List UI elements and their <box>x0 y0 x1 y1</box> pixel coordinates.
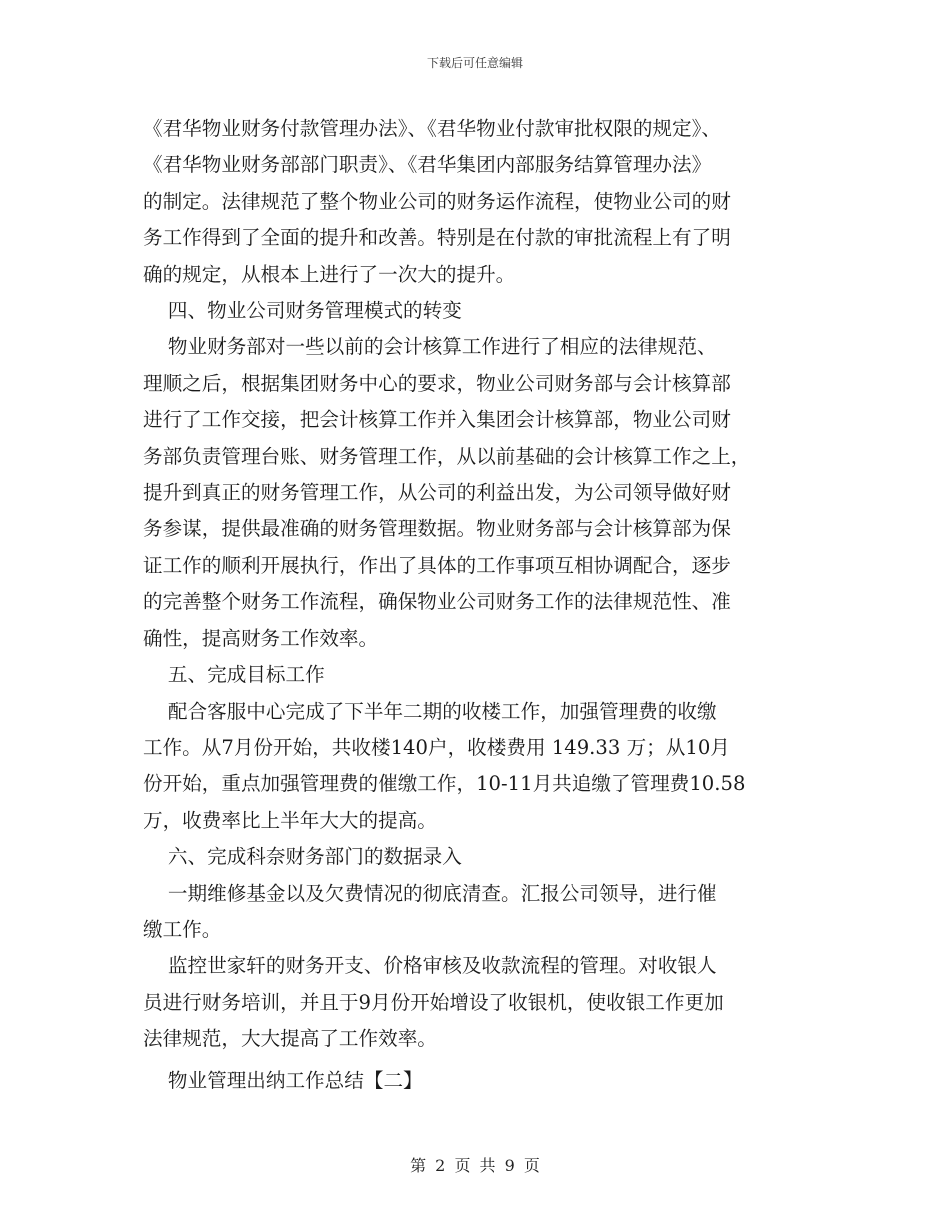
page-header: 下载后可任意编辑 <box>426 56 523 70</box>
page-number: 第 2 页 共 9 页 <box>410 1156 540 1175</box>
body-line: 一期维修基金以及欠费情况的彻底清查。汇报公司领导，进行催 <box>143 881 717 905</box>
body-line: 《君华物业财务付款管理办法》、《君华物业付款审批权限的规定》、 <box>143 117 722 140</box>
body-line: 的制定。法律规范了整个物业公司的财务运作流程，使物业公司的财 <box>143 189 731 213</box>
document-body <box>143 111 811 1099</box>
body-line: 的完善整个财务工作流程，确保物业公司财务工作的法律规范性、准 <box>143 590 731 614</box>
body-line: 配合客服中心完成了下半年二期的收楼工作，加强管理费的收缴 <box>143 699 717 723</box>
body-line: 缴工作。 <box>143 917 222 941</box>
body-line: 万，收费率比上半年大大的提高。 <box>143 808 437 832</box>
body-line: 监控世家轩的财务开支、价格审核及收款流程的管理。对收银人 <box>143 954 717 978</box>
body-line: 进行了工作交接，把会计核算工作并入集团会计核算部，物业公司财 <box>143 408 731 432</box>
body-line: 证工作的顺利开展执行，作出了具体的工作事项互相协调配合，逐步 <box>143 553 731 577</box>
body-line: 法律规范，大大提高了工作效率。 <box>143 1027 437 1051</box>
section-heading: 五、完成目标工作 <box>143 663 325 687</box>
body-line: 务工作得到了全面的提升和改善。特别是在付款的审批流程上有了明 <box>143 226 731 250</box>
body-line: 物业财务部对一些以前的会计核算工作进行了相应的法律规范、 <box>143 335 717 359</box>
body-line: 员进行财务培训，并且于9月份开始增设了收银机，使收银工作更加 <box>143 990 724 1014</box>
body-line: 确的规定，从根本上进行了一次大的提升。 <box>143 262 516 286</box>
body-line: 理顺之后，根据集团财务中心的要求，物业公司财务部与会计核算部 <box>143 371 731 395</box>
section-heading: 物业管理出纳工作总结【二】 <box>143 1068 423 1092</box>
body-line: 份开始，重点加强管理费的催缴工作，10-11月共追缴了管理费10.58 <box>143 772 746 796</box>
body-line: 提升到真正的财务管理工作，从公司的利益出发，为公司领导做好财 <box>143 481 731 505</box>
section-heading: 六、完成科奈财务部门的数据录入 <box>143 845 462 869</box>
body-line: 确性，提高财务工作效率。 <box>143 626 379 650</box>
body-line: 工作。从7月份开始，共收楼140户，收楼费用 149.33 万；从10月 <box>143 735 730 759</box>
body-line: 务部负责管理台账、财务管理工作，从以前基础的会计核算工作之上， <box>143 444 751 468</box>
body-line: 《君华物业财务部部门职责》、《君华集团内部服务结算管理办法》 <box>143 153 712 177</box>
section-heading: 四、物业公司财务管理模式的转变 <box>143 299 462 323</box>
body-line: 务参谋，提供最准确的财务管理数据。物业财务部与会计核算部为保 <box>143 517 731 541</box>
